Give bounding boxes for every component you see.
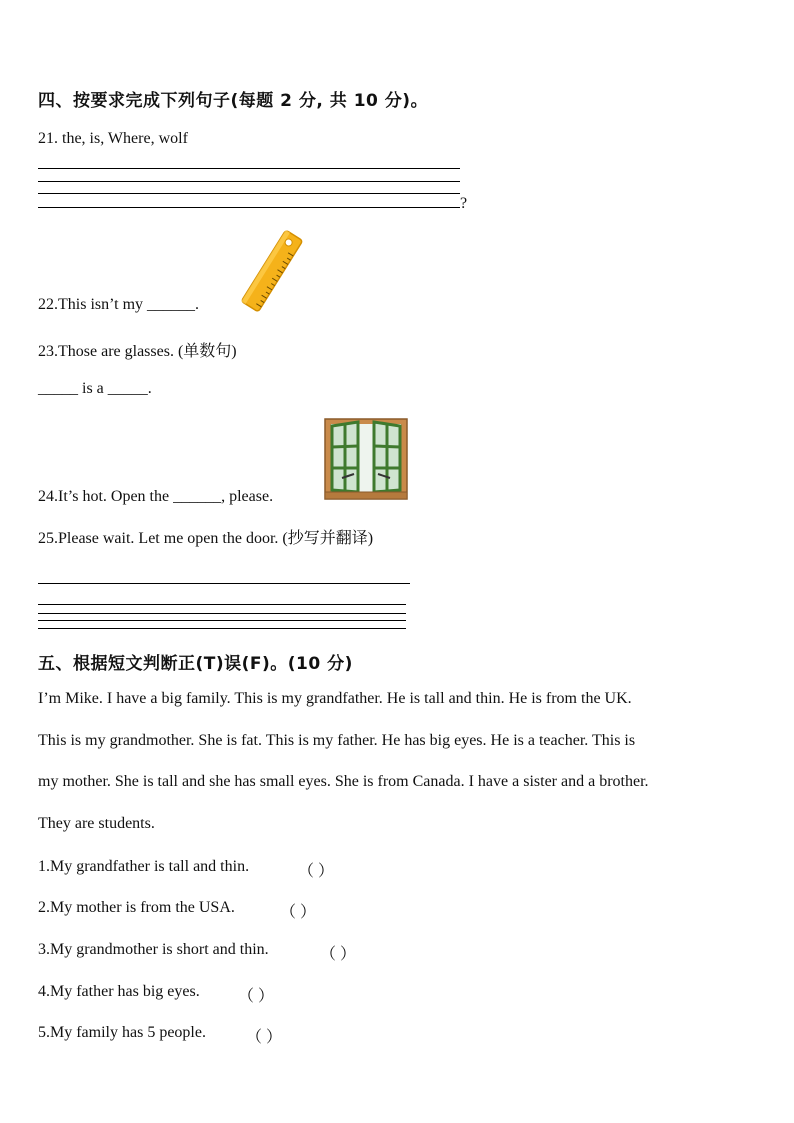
answer-brackets[interactable]: （ ）: [320, 946, 357, 963]
passage-line: I’m Mike. I have a big family. This is my grandfather. He is tall and thin. He is from the UK.: [38, 690, 632, 707]
section-4-heading: 四、按要求完成下列句子(每题 2 分, 共 10 分)。: [38, 91, 429, 111]
statement-4: [38, 983, 200, 1001]
q22-text: 22.This isn’t my ______.: [38, 296, 200, 313]
q24-text: 24.It’s hot. Open the ______, please.: [38, 488, 274, 505]
q23-answer[interactable]: _____ is a _____.: [38, 380, 152, 397]
statement-3: [38, 941, 269, 959]
statement-text: 5.My family has 5 people.: [38, 1024, 206, 1041]
statement-1: [38, 858, 249, 876]
q25-prompt: 25.Please wait. Let me open the door. (抄写并翻译): [38, 530, 374, 547]
answer-brackets[interactable]: （ ）: [298, 863, 335, 880]
q21-prompt: 21. the, is, Where, wolf: [38, 130, 188, 147]
passage-line: This is my grandmother. She is fat. This is my father. He has big eyes. He is a teacher. This is: [38, 732, 636, 749]
q23-prompt: 23.Those are glasses. (单数句): [38, 343, 237, 360]
passage-line: my mother. She is tall and she has small eyes. She is from Canada. I have a sister and a brother.: [38, 773, 649, 790]
statement-text: 4.My father has big eyes.: [38, 983, 200, 1000]
q21-end-mark: ?: [460, 195, 468, 212]
answer-brackets[interactable]: （ ）: [238, 988, 275, 1005]
answer-brackets[interactable]: （ ）: [246, 1029, 283, 1046]
ruler-icon: [234, 230, 310, 312]
statement-5: [38, 1024, 206, 1042]
statement-text: 1.My grandfather is tall and thin.: [38, 858, 250, 875]
statement-text: 2.My mother is from the USA.: [38, 899, 235, 916]
window-icon: [324, 418, 408, 500]
statement-text: 3.My grandmother is short and thin.: [38, 941, 269, 958]
passage-line: They are students.: [38, 815, 155, 832]
statement-2: [38, 899, 235, 917]
section-5-heading: 五、根据短文判断正(T)误(F)。(10 分): [38, 654, 353, 674]
answer-brackets[interactable]: （ ）: [280, 904, 317, 921]
